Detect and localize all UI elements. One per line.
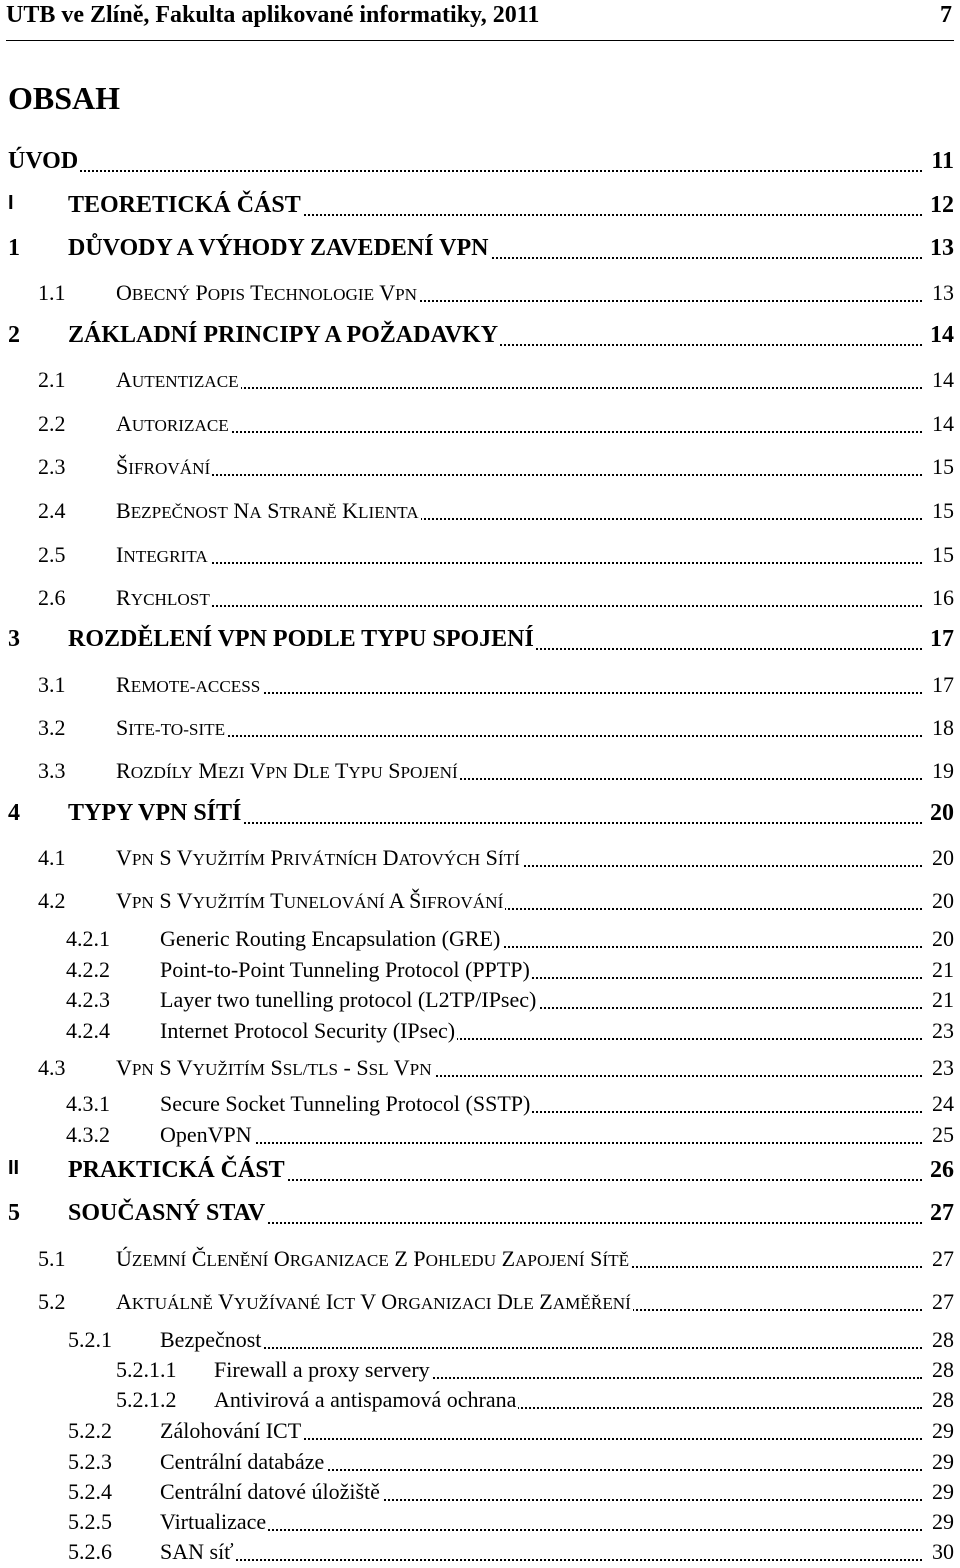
toc-entry-title: ÚVOD — [8, 148, 79, 174]
toc-entry[interactable] — [0, 192, 960, 220]
toc-entry[interactable] — [0, 585, 960, 613]
toc-entry-number: 3 — [8, 626, 20, 652]
toc-entry-page: 30 — [932, 1539, 954, 1564]
dot-leader — [116, 560, 922, 564]
toc-entry-page: 27 — [932, 1246, 954, 1271]
toc-entry-title: Internet Protocol Security (IPsec) — [160, 1018, 456, 1043]
toc-entry-page: 15 — [932, 454, 954, 479]
toc-entry-number: 3.3 — [38, 758, 66, 783]
toc-entry-number: 5.2.2 — [68, 1418, 112, 1443]
toc-entry[interactable] — [0, 957, 960, 985]
toc-entry-number: I — [8, 192, 14, 214]
dot-leader — [68, 168, 922, 172]
dot-leader — [160, 1527, 922, 1531]
toc-entry-number: 5.2.5 — [68, 1509, 112, 1534]
toc-entry-number: 2.3 — [38, 454, 66, 479]
toc-entry[interactable] — [0, 1018, 960, 1046]
toc-entry[interactable] — [0, 672, 960, 700]
toc-entry-number: 4.2.1 — [66, 926, 110, 951]
toc-entry-number: 1.1 — [38, 280, 66, 305]
dot-leader — [160, 1140, 922, 1144]
toc-entry-number: 2 — [8, 322, 20, 348]
toc-entry-number: II — [8, 1157, 20, 1179]
toc-entry-title: ROZDĚLENÍ VPN PODLE TYPU SPOJENÍ — [68, 626, 534, 652]
toc-entry-page: 23 — [932, 1018, 954, 1043]
toc-entry[interactable] — [0, 148, 960, 176]
toc-entry-number: 2.5 — [38, 542, 66, 567]
toc-entry-title: Generic Routing Encapsulation (GRE) — [160, 926, 501, 951]
toc-entry-title: AKTUÁLNĚ VYUŽÍVANÉ ICT V ORGANIZACI DLE ZAMĚŘENÍ — [116, 1289, 631, 1314]
toc-entry-page: 13 — [930, 235, 954, 261]
toc-entry-number: 4.3.1 — [66, 1091, 110, 1116]
toc-entry[interactable] — [0, 411, 960, 439]
toc-entry-page: 14 — [932, 411, 954, 436]
toc-entry-page: 20 — [932, 926, 954, 951]
dot-leader — [160, 1557, 922, 1561]
toc-entry-number: 3.1 — [38, 672, 66, 697]
toc-entry-title: ZÁKLADNÍ PRINCIPY A POŽADAVKY — [68, 322, 499, 348]
toc-entry-title: AUTENTIZACE — [116, 367, 239, 392]
toc-entry-page: 24 — [932, 1091, 954, 1116]
toc-entry-number: 5.2.3 — [68, 1449, 112, 1474]
toc-entry[interactable] — [0, 845, 960, 873]
toc-entry-page: 15 — [932, 498, 954, 523]
toc-entry-page: 14 — [932, 367, 954, 392]
dot-leader — [116, 733, 922, 737]
toc-entry[interactable] — [0, 1539, 960, 1567]
toc-entry-page: 15 — [932, 542, 954, 567]
toc-entry[interactable] — [0, 626, 960, 654]
toc-entry-number: 5.2.6 — [68, 1539, 112, 1564]
toc-entry-number: 4 — [8, 800, 20, 826]
toc-entry-number: 2.4 — [38, 498, 66, 523]
toc-entry[interactable] — [0, 987, 960, 1015]
toc-entry-number: 5.2.1.2 — [116, 1387, 177, 1412]
toc-entry-number: 5 — [8, 1200, 20, 1226]
toc-entry[interactable] — [0, 367, 960, 395]
toc-entry-title: Centrální databáze — [160, 1449, 325, 1474]
toc-entry[interactable] — [0, 1246, 960, 1274]
toc-entry-page: 17 — [930, 626, 954, 652]
toc-entry[interactable] — [0, 542, 960, 570]
toc-entry[interactable] — [0, 715, 960, 743]
toc-entry-page: 21 — [932, 957, 954, 982]
header-title: UTB ve Zlíně, Fakulta aplikované informatiky, 2011 — [6, 2, 540, 28]
dot-leader — [116, 603, 922, 607]
toc-entry[interactable] — [0, 1418, 960, 1446]
toc-entry-title: Zálohování ICT — [160, 1418, 302, 1443]
toc-entry-title: SAN síť — [160, 1539, 234, 1564]
toc-entry-title: Secure Socket Tunneling Protocol (SSTP) — [160, 1091, 531, 1116]
toc-entry-title: DŮVODY A VÝHODY ZAVEDENÍ VPN — [68, 235, 489, 261]
toc-entry-page: 20 — [932, 845, 954, 870]
toc-entry-title: SOUČASNÝ STAV — [68, 1200, 266, 1226]
toc-entry-number: 4.1 — [38, 845, 66, 870]
toc-entry-title: TEORETICKÁ ČÁST — [68, 192, 301, 218]
toc-entry-number: 5.1 — [38, 1246, 66, 1271]
toc-entry[interactable] — [0, 280, 960, 308]
toc-entry-title: PRAKTICKÁ ČÁST — [68, 1157, 285, 1183]
toc-entry-page: 20 — [932, 888, 954, 913]
toc-entry-page: 16 — [932, 585, 954, 610]
toc-entry[interactable] — [0, 1357, 960, 1385]
toc-entry-page: 13 — [932, 280, 954, 305]
toc-entry-title: VPN S VYUŽITÍM SSL/TLS - SSL VPN — [116, 1055, 432, 1080]
toc-entry[interactable] — [0, 1509, 960, 1537]
toc-entry-page: 19 — [932, 758, 954, 783]
toc-entry-title: Centrální datové úložiště — [160, 1479, 380, 1504]
toc-entry-title: VPN S VYUŽITÍM PRIVÁTNÍCH DATOVÝCH SÍTÍ — [116, 845, 520, 870]
toc-entry-number: 2.6 — [38, 585, 66, 610]
toc-entry-title: OpenVPN — [160, 1122, 252, 1147]
toc-entry-page: 28 — [932, 1327, 954, 1352]
page-title: OBSAH — [8, 80, 121, 116]
dot-leader — [116, 472, 922, 476]
toc-entry[interactable] — [0, 498, 960, 526]
toc-entry-title: ROZDÍLY MEZI VPN DLE TYPU SPOJENÍ — [116, 758, 458, 783]
toc-entry[interactable] — [0, 1055, 960, 1083]
toc-entry-number: 1 — [8, 235, 20, 261]
toc-entry-number: 5.2.1 — [68, 1327, 112, 1352]
toc-entry-number: 4.2.3 — [66, 987, 110, 1012]
toc-entry[interactable] — [0, 1122, 960, 1150]
toc-entry-page: 20 — [930, 800, 954, 826]
toc-entry-title: Virtualizace — [160, 1509, 267, 1534]
toc-entry-title: RYCHLOST — [116, 585, 210, 610]
toc-entry-number: 4.3 — [38, 1055, 66, 1080]
toc-entry-title: REMOTE-ACCESS — [116, 672, 261, 697]
toc-entry-page: 23 — [932, 1055, 954, 1080]
toc-entry-number: 4.3.2 — [66, 1122, 110, 1147]
toc-entry[interactable] — [0, 888, 960, 916]
toc-entry-title: OBECNÝ POPIS TECHNOLOGIE VPN — [116, 280, 418, 305]
toc-entry-page: 29 — [932, 1449, 954, 1474]
toc-entry-number: 5.2.1.1 — [116, 1357, 177, 1382]
dot-leader — [160, 1345, 922, 1349]
toc-entry-page: 26 — [930, 1157, 954, 1183]
toc-entry-page: 27 — [932, 1289, 954, 1314]
toc-entry[interactable] — [0, 235, 960, 263]
toc-entry-page: 11 — [931, 148, 954, 174]
toc-entry-number: 4.2 — [38, 888, 66, 913]
toc-entry-number: 5.2 — [38, 1289, 66, 1314]
toc-entry-page: 28 — [932, 1387, 954, 1412]
toc-entry-title: ŠIFROVÁNÍ — [116, 454, 211, 479]
toc-entry-page: 21 — [932, 987, 954, 1012]
toc-entry-page: 18 — [932, 715, 954, 740]
toc-entry[interactable] — [0, 1479, 960, 1507]
toc-entry-number: 2.2 — [38, 411, 66, 436]
toc-entry-title: Point-to-Point Tunneling Protocol (PPTP) — [160, 957, 530, 982]
toc-entry[interactable] — [0, 800, 960, 828]
toc-entry-title: SITE-TO-SITE — [116, 715, 226, 740]
toc-entry-number: 2.1 — [38, 367, 66, 392]
toc-entry-title: ÚZEMNÍ ČLENĚNÍ ORGANIZACE Z POHLEDU ZAPOJENÍ SÍTĚ — [116, 1246, 630, 1271]
toc-entry-number: 5.2.4 — [68, 1479, 112, 1504]
toc-entry-title: VPN S VYUŽITÍM TUNELOVÁNÍ A ŠIFROVÁNÍ — [116, 888, 504, 913]
toc-entry-page: 28 — [932, 1357, 954, 1382]
toc-entry-title: Layer two tunelling protocol (L2TP/IPsec) — [160, 987, 537, 1012]
toc-entry[interactable] — [0, 454, 960, 482]
toc-entry-page: 27 — [930, 1200, 954, 1226]
header-page-number: 7 — [940, 2, 952, 28]
toc-entry-number: 4.2.4 — [66, 1018, 110, 1043]
toc-entry-title: INTEGRITA — [116, 542, 208, 567]
toc-entry-title: BEZPEČNOST NA STRANĚ KLIENTA — [116, 498, 419, 523]
toc-entry-title: Bezpečnost — [160, 1327, 262, 1352]
dot-leader — [116, 429, 922, 433]
toc-entry[interactable] — [0, 1449, 960, 1477]
toc-entry[interactable] — [0, 322, 960, 350]
toc-entry[interactable] — [0, 1200, 960, 1228]
toc-entry-page: 17 — [932, 672, 954, 697]
toc-entry-number: 3.2 — [38, 715, 66, 740]
toc-entry-page: 12 — [930, 192, 954, 218]
toc-entry-title: Firewall a proxy servery — [214, 1357, 430, 1382]
toc-entry-title: TYPY VPN SÍTÍ — [68, 800, 242, 826]
toc-entry-title: AUTORIZACE — [116, 411, 229, 436]
toc-entry-page: 14 — [930, 322, 954, 348]
toc-entry[interactable] — [0, 926, 960, 954]
toc-entry-page: 29 — [932, 1418, 954, 1443]
toc-entry-page: 25 — [932, 1122, 954, 1147]
toc-entry[interactable] — [0, 1289, 960, 1317]
toc-entry[interactable] — [0, 1387, 960, 1415]
toc-entry[interactable] — [0, 1327, 960, 1355]
toc-entry[interactable] — [0, 1157, 960, 1185]
toc-entry-page: 29 — [932, 1509, 954, 1534]
toc-entry-page: 29 — [932, 1479, 954, 1504]
toc-entry-title: Antivirová a antispamová ochrana — [214, 1387, 517, 1412]
toc-entry[interactable] — [0, 1091, 960, 1119]
toc-entry[interactable] — [0, 758, 960, 786]
toc-entry-number: 4.2.2 — [66, 957, 110, 982]
